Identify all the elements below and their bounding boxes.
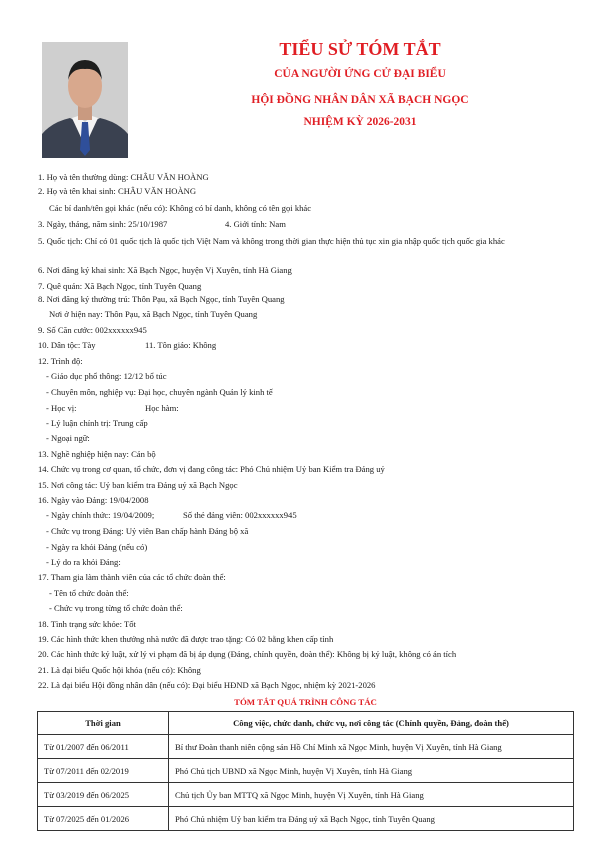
field-current-residence: Nơi ở hiện nay: Thôn Pạu, xã Bạch Ngọc, tỉnh Tuyên Quang [49,309,258,319]
cell-period: Từ 07/2011 đến 02/2019 [38,759,169,783]
field-birth-name: 2. Họ và tên khai sinh: CHÂU VĂN HOÀNG [38,186,197,196]
work-history-table [37,711,574,831]
field-organization-position: - Chức vụ trong từng tổ chức đoàn thể: [49,603,183,613]
field-birth-date: 3. Ngày, tháng, năm sinh: 25/10/1987 [38,219,168,229]
field-party-join-date: 16. Ngày vào Đảng: 19/04/2008 [38,495,149,505]
field-party-card: Số thẻ đảng viên: 002xxxxxx945 [183,510,297,520]
field-party-leave-reason: - Lý do ra khỏi Đảng: [46,557,121,567]
column-header-details: Công việc, chức danh, chức vụ, nơi công tác (Chính quyền, Đảng, đoàn thể) [169,712,574,735]
cell-details: Bí thư Đoàn thanh niên cộng sản Hồ Chí Minh xã Ngọc Minh, huyện Vị Xuyên, tỉnh Hà Giang [169,735,574,759]
field-gender: 4. Giới tính: Nam [225,219,286,229]
field-workplace: 15. Nơi công tác: Uỷ ban kiểm tra Đảng uỷ xã Bạch Ngọc [38,480,238,490]
cell-details: Chủ tịch Ủy ban MTTQ xã Ngọc Minh, huyện Vị Xuyên, tỉnh Hà Giang [169,783,574,807]
field-common-name: 1. Họ và tên thường dùng: CHÂU VĂN HOÀNG [38,172,209,182]
cell-period: Từ 07/2025 đến 01/2026 [38,807,169,831]
table-row [38,735,574,759]
field-discipline: 20. Các hình thức kỷ luật, xử lý vi phạm đã bị áp dụng (Đảng, chính quyền, đoàn thể): Không bị kỷ luật, không có án tích [38,649,457,659]
field-religion: 11. Tôn giáo: Không [145,340,217,350]
table-header-row [38,712,574,735]
field-id-number: 9. Số Căn cước: 002xxxxxx945 [38,325,147,335]
field-peoples-council: 22. Là đại biểu Hội đồng nhân dân (nếu có): Đại biểu HĐND xã Bạch Ngọc, nhiệm kỳ 2021-2026 [38,680,376,690]
candidate-photo [42,42,128,158]
work-history-title: TÓM TẮT QUÁ TRÌNH CÔNG TÁC [234,697,377,707]
field-party-leave-date: - Ngày ra khỏi Đảng (nếu có) [46,542,148,552]
field-aliases: Các bí danh/tên gọi khác (nếu có): Không có bí danh, không có tên gọi khác [49,203,312,213]
cell-details: Phó Chủ nhiệm Uỷ ban kiểm tra Đảng uỷ xã Bạch Ngọc, tỉnh Tuyên Quang [169,807,574,831]
field-political-theory: - Lý luận chính trị: Trung cấp [46,418,148,428]
cell-period: Từ 03/2019 đến 06/2025 [38,783,169,807]
cell-details: Phó Chủ tịch UBND xã Ngọc Minh, huyện Vị Xuyên, tỉnh Hà Giang [169,759,574,783]
title-block [190,38,530,130]
field-foreign-language: - Ngoại ngữ: [46,433,90,443]
field-national-assembly: 21. Là đại biểu Quốc hội khóa (nếu có): Không [38,665,201,675]
title-line-3: HỘI ĐỒNG NHÂN DÂN XÃ BẠCH NGỌC [251,94,469,106]
cell-period: Từ 01/2007 đến 06/2011 [38,735,169,759]
column-header-period: Thời gian [38,712,169,735]
title-line-2: CỦA NGƯỜI ỨNG CỬ ĐẠI BIỂU [274,68,446,80]
table-row [38,783,574,807]
field-hometown: 7. Quê quán: Xã Bạch Ngọc, tỉnh Tuyên Quang [38,281,202,291]
title-line-4: NHIỆM KỲ 2026-2031 [303,116,417,128]
table-row [38,807,574,831]
field-occupation: 13. Nghề nghiệp hiện nay: Cán bộ [38,449,156,459]
field-ethnicity: 10. Dân tộc: Tày [38,340,96,350]
field-education-heading: 12. Trình độ: [38,356,83,366]
field-general-education: - Giáo dục phổ thông: 12/12 bổ túc [46,371,167,381]
field-party-position: - Chức vụ trong Đảng: Uỷ viên Ban chấp hành Đảng bộ xã [46,526,249,536]
field-health: 18. Tình trạng sức khỏe: Tốt [38,619,136,629]
document-title: TIỂU SỬ TÓM TẮT [279,39,441,59]
field-birth-registration: 6. Nơi đăng ký khai sinh: Xã Bạch Ngọc, huyện Vị Xuyên, tỉnh Hà Giang [38,265,292,275]
table-row [38,759,574,783]
field-party-official-date: - Ngày chính thức: 19/04/2009; [46,510,155,520]
field-professional: - Chuyên môn, nghiệp vụ: Đại học, chuyên ngành Quản lý kinh tế [46,387,273,397]
field-organization-name: - Tên tổ chức đoàn thể: [49,588,129,598]
field-degree: - Học vị: [46,403,77,413]
field-nationality: 5. Quốc tịch: Chỉ có 01 quốc tịch là quốc tịch Việt Nam và không trong thời gian thực hiện thủ tục xin gia nhập quốc tịch quốc gia khác [38,236,505,246]
field-awards: 19. Các hình thức khen thưởng nhà nước đã được trao tặng: Có 02 bằng khen cấp tỉnh [38,634,334,644]
field-position: 14. Chức vụ trong cơ quan, tổ chức, đơn vị đang công tác: Phó Chủ nhiệm Uỷ ban Kiểm tra Đảng uỷ [38,464,385,474]
field-permanent-residence: 8. Nơi đăng ký thường trú: Thôn Pạu, xã Bạch Ngọc, tỉnh Tuyên Quang [38,294,285,304]
field-academic-title: Học hàm: [145,403,179,413]
field-organizations-heading: 17. Tham gia làm thành viên của các tổ chức đoàn thể: [38,572,226,582]
